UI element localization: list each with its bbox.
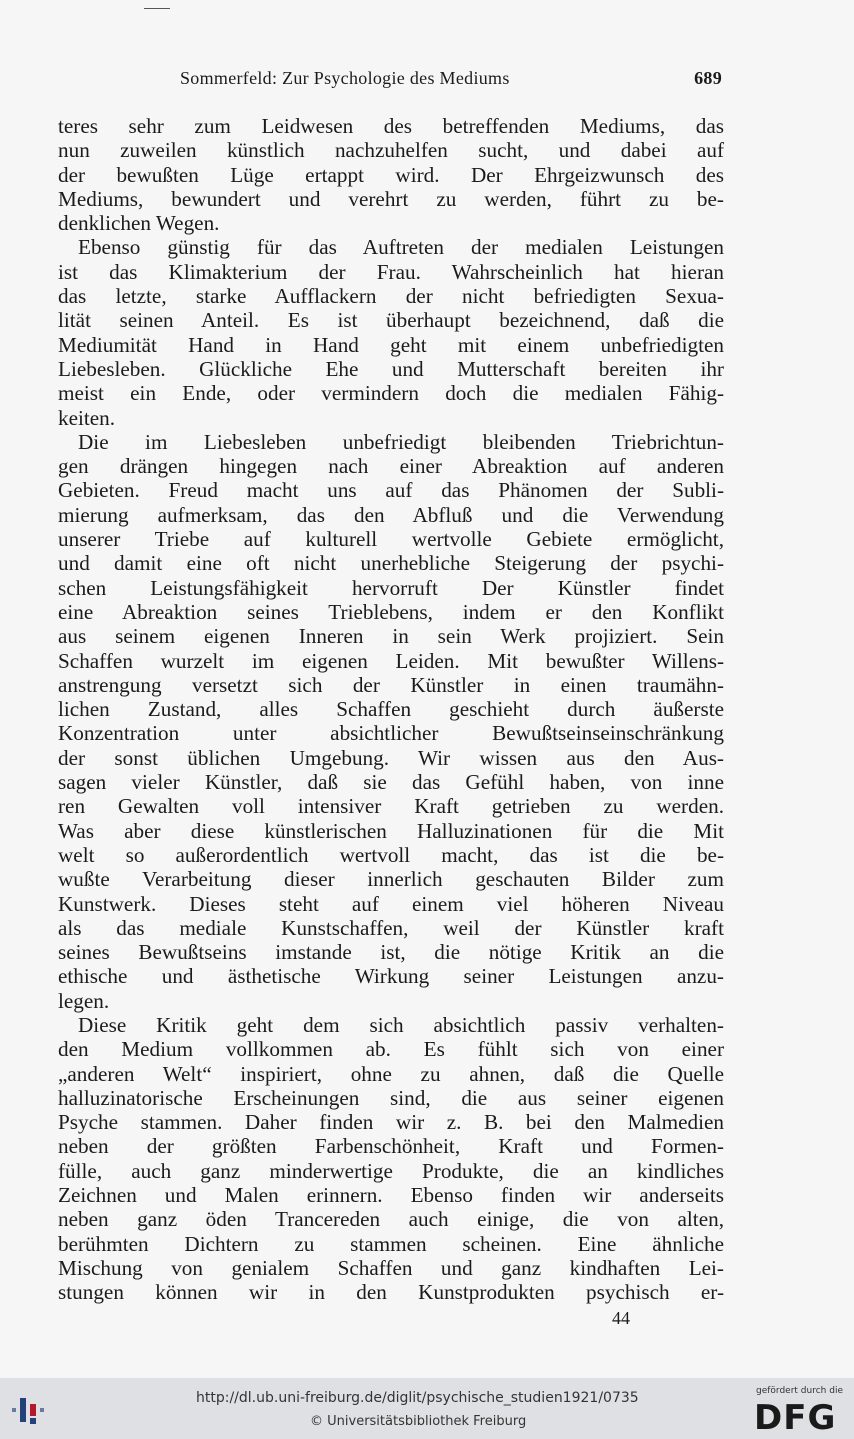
source-url-link[interactable]: http://dl.ub.uni-freiburg.de/diglit/psychische_studien1921/0735	[196, 1390, 639, 1406]
text-line: nun zuweilen künstlich nachzuhelfen sucht, und dabei auf	[58, 138, 724, 163]
text-line: Kunstwerk. Dieses steht auf einem viel höheren Niveau	[58, 891, 724, 916]
running-header	[60, 68, 722, 96]
dfg-funding-label: gefördert durch die	[756, 1386, 843, 1396]
top-rule	[144, 8, 170, 9]
text-line: unserer Triebe auf kulturell wertvolle Gebiete ermöglicht,	[58, 527, 724, 552]
text-line: den Medium vollkommen ab. Es fühlt sich von einer	[58, 1037, 724, 1062]
text-line: Schaffen wurzelt im eigenen Leiden. Mit bewußter Willens-	[58, 648, 724, 673]
text-line: gen drängen hingegen nach einer Abreaktion auf anderen	[58, 454, 724, 479]
text-line: keiten.	[58, 405, 116, 430]
library-logo-icon	[10, 1390, 50, 1430]
text-line: teres sehr zum Leidwesen des betreffenden Mediums, das	[58, 114, 724, 138]
text-line: aus seinem eigenen Inneren in sein Werk projiziert. Sein	[58, 624, 724, 649]
text-line: lichen Zustand, alles Schaffen geschieht durch äußerste	[58, 697, 724, 722]
text-line: sagen vieler Künstler, daß sie das Gefühl haben, von inne	[58, 770, 724, 795]
dfg-logo	[752, 1400, 844, 1432]
text-line: Konzentration unter absichtlicher Bewußtseinseinschränkung	[58, 721, 724, 746]
text-line: anstrengung versetzt sich der Künstler in einen traumähn-	[58, 672, 724, 697]
text-line: das letzte, starke Aufflackern der nicht befriedigten Sexua-	[58, 284, 724, 309]
text-line: seines Bewußtseins imstande ist, die nötige Kritik an die	[58, 940, 724, 965]
text-line: legen.	[58, 988, 110, 1013]
page-number: 689	[694, 68, 722, 88]
text-line: „anderen Welt“ inspiriert, ohne zu ahnen, daß die Quelle	[58, 1061, 724, 1086]
text-line: welt so außerordentlich wertvoll macht, das ist die be-	[58, 842, 724, 867]
text-line: wußte Verarbeitung dieser innerlich geschauten Bilder zum	[58, 867, 724, 892]
text-line: Was aber diese künstlerischen Halluzinationen für die Mit	[58, 818, 724, 843]
text-line: eine Abreaktion seines Trieblebens, indem er den Konflikt	[58, 599, 724, 624]
text-line: denklichen Wegen.	[58, 211, 220, 236]
text-line: Psyche stammen. Daher finden wir z. B. bei den Malmedien	[58, 1110, 724, 1135]
dfg-logo-text: DFG	[754, 1400, 837, 1432]
text-line: fülle, auch ganz minderwertige Produkte, die an kindliches	[58, 1158, 724, 1183]
text-line: lität seinen Anteil. Es ist überhaupt bezeichnend, daß die	[58, 308, 724, 333]
text-line: Ebenso günstig für das Auftreten der medialen Leistungen	[78, 235, 724, 260]
text-line: ethische und ästhetische Wirkung seiner Leistungen anzu-	[58, 964, 724, 989]
text-line: Mischung von genialem Schaffen und ganz kindhaften Lei-	[58, 1255, 724, 1280]
text-line: Mediumität Hand in Hand geht mit einem unbefriedigten	[58, 332, 724, 357]
text-line: der sonst üblichen Umgebung. Wir wissen aus den Aus-	[58, 745, 724, 770]
copyright-text: © Universitätsbibliothek Freiburg	[310, 1414, 527, 1429]
text-line: Gebieten. Freud macht uns auf das Phänomen der Subli-	[58, 478, 724, 503]
text-line: mierung aufmerksam, das den Abfluß und die Verwendung	[58, 502, 724, 527]
text-line: als das mediale Kunstschaffen, weil der Künstler kraft	[58, 915, 724, 940]
text-line: meist ein Ende, oder vermindern doch die medialen Fähig-	[58, 381, 724, 406]
text-line: neben ganz öden Trancereden auch einige, die von alten,	[58, 1207, 724, 1232]
text-line: neben der größten Farbenschönheit, Kraft und Formen-	[58, 1134, 724, 1159]
text-line: und damit eine oft nicht unerhebliche Steigerung der psychi-	[58, 551, 724, 576]
text-line: schen Leistungsfähigkeit hervorruft Der Künstler findet	[58, 575, 724, 600]
viewer-footer	[0, 1378, 854, 1439]
text-line: stungen können wir in den Kunstprodukten psychisch er-	[58, 1280, 724, 1305]
text-line: Liebesleben. Glückliche Ehe und Mutterschaft bereiten ihr	[58, 356, 724, 381]
body-text	[58, 114, 724, 1305]
text-line: berühmten Dichtern zu stammen scheinen. Eine ähnliche	[58, 1231, 724, 1256]
text-line: der bewußten Lüge ertappt wird. Der Ehrgeizwunsch des	[58, 162, 724, 187]
text-line: Mediums, bewundert und verehrt zu werden, führt zu be-	[58, 186, 724, 211]
signature-mark: 44	[612, 1308, 630, 1328]
text-line: ist das Klimakterium der Frau. Wahrscheinlich hat hieran	[58, 259, 724, 284]
text-line: ren Gewalten voll intensiver Kraft getrieben zu werden.	[58, 794, 724, 819]
text-line: halluzinatorische Erscheinungen sind, die aus seiner eigenen	[58, 1085, 724, 1110]
running-title: Sommerfeld: Zur Psychologie des Mediums	[180, 68, 510, 88]
text-line: Die im Liebesleben unbefriedigt bleibenden Triebrichtun-	[78, 429, 724, 454]
text-line: Zeichnen und Malen erinnern. Ebenso finden wir anderseits	[58, 1183, 724, 1208]
text-line: Diese Kritik geht dem sich absichtlich passiv verhalten-	[78, 1012, 724, 1037]
